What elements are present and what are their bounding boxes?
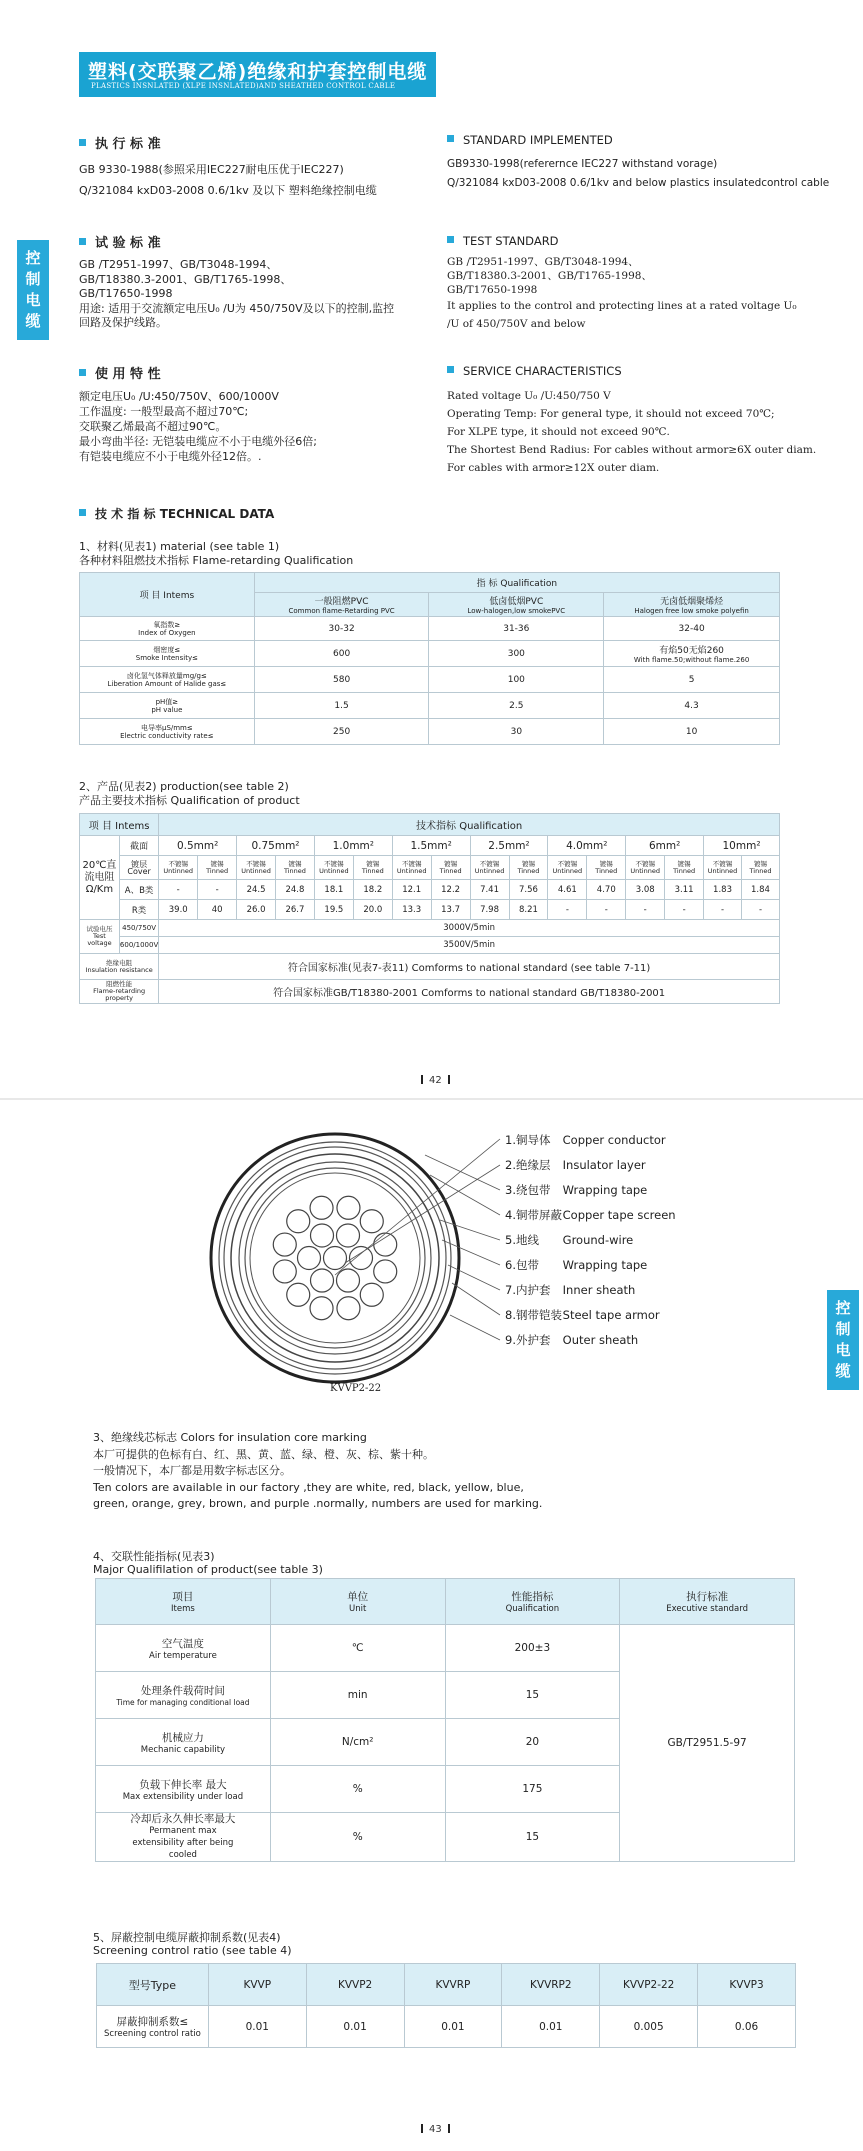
table-row: 卤化氢气体释放量mg/g≤ Liberation Amount of Halide gas≤ 580 100 5 [80,667,780,693]
table1-caption: 1、材料(见表1) material (see table 1) 各种材料阻燃技术指标 Flame-retarding Qualification [79,540,354,567]
service-heading-cn: 使 用 特 性 [79,363,161,382]
section-row: 20℃直 流电阻 Ω/Km 截面 0.5mm² 0.75mm² 1.0mm² 1.5mm² 2.5mm² 4.0mm² 6mm² 10mm² [80,836,780,856]
table-row: 负载下伸长率 最大 Max extensibility under load % 175 [96,1766,795,1813]
service-text-cn: 额定电压U₀ /U:450/750V、600/1000V 工作温度: 一般型最高不超过70℃; 交联聚乙烯最高不超过90℃。 最小弯曲半径: 无铠装电缆应不小于电缆外径6倍; 有铠装电缆应不小于电缆外径12倍。. [79,390,317,463]
test-text-en: GB /T2951-1997、GB/T3048-1994、 GB/T18380.3-2001、GB/T1765-1998、 GB/T17650-1998 It applies to the control and protecting lines at a rated voltage U₀ /U of 450/750V and below [447,256,797,330]
flame-retarding-table [79,572,780,745]
table-row: 绝缘电阻 Insulation resistance 符合国家标准(见表7-表11) Comforms to national standard (see table 7-11) [80,954,780,980]
legend-item: 6.包带 Wrapping tape [505,1258,648,1272]
test-text-cn: GB /T2951-1997、GB/T3048-1994、 GB/T18380.3-2001、GB/T1765-1998、 GB/T17650-1998 用途: 适用于交流额定电压U₀ /U为 450/750V及以下的控制,监控 回路及保护线路。 [79,258,395,329]
table2-caption: 2、产品(见表2) production(see table 2) 产品主要技术指标 Qualification of product [79,780,300,807]
legend-item: 9.外护套 Outer sheath [505,1333,639,1347]
technical-heading: 技 术 指 标 TECHNICAL DATA [79,505,274,522]
page-title: 塑料(交联聚乙烯)绝缘和护套控制电缆 [88,61,428,83]
product-table [79,813,780,1004]
legend-item: 4.铜带屏蔽 Copper tape screen [505,1208,676,1222]
service-text-en: Rated voltage U₀ /U:450/750 V Operating Temp: For general type, it should not exceed 70℃; For XLPE type, it should not exceed 90℃. The Shortest Bend Radius: For cables without armor≥6X outer diam. For cables with armor≥12X outer diam. [447,390,817,474]
table1-qual-header: 指 标 Qualification [254,573,779,593]
conductor-core [273,1260,296,1283]
page-divider [0,1098,863,1100]
type-header: 型号Type [97,1964,209,2006]
standards-text-en: GB9330-1998(referernce IEC227 withstand vorage) Q/321084 kxD03-2008 0.6/1kv and below plastics insulatedcontrol cable [447,158,830,189]
table-row: 处理条件载荷时间 Time for managing conditional load min 15 [96,1672,795,1719]
table-row: 试验电压 Test voltage 450/750V 3000V/5min [80,920,780,937]
test-heading-cn: 试 验 标 准 [79,232,161,251]
side-tab: 控 制 电 缆 [17,240,49,340]
table1-item-header: 项 目 Intems [80,573,255,617]
xlpe-qualification-table: 项目 Items 单位 Unit 性能指标 Qualification 执行标准 Executive standard 空气温度 Air temperature ℃ 200±3 GB/T2951.5-97 处理条件载荷时间 Time for managing conditional load min 15 机械应力 Mechanic capability N/cm² 20 负载下伸长率 最大 Max extensibility under load % 175 冷却后永久伸长率最大 Permanent max extensibility after being cooled % 15 [95,1578,795,1862]
table4-caption: 5、屏蔽控制电缆屏蔽抑制系数(见表4) Screening control ratio (see table 4) [93,1931,292,1957]
resistance-label: 20℃直 流电阻 Ω/Km [80,836,120,920]
legend-leaders [330,1125,510,1365]
table-row: 氧指数≥ Index of Oxygen 30-32 31-36 32-40 [80,617,780,641]
standards-text-cn: GB 9330-1988(参照采用IEC227耐电压优于IEC227) Q/321084 kxD03-2008 0.6/1kv 及以下 塑料绝缘控制电缆 [79,163,377,197]
table1-col-header: 一般阻燃PVC Common flame-Retarding PVC [254,593,429,617]
conductor-core [287,1210,310,1233]
table-row: 冷却后永久伸长率最大 Permanent max extensibility after being cooled % 15 [96,1813,795,1862]
table-row: 电导率μS/mm≤ Electric conductivity rate≤ 250 30 10 [80,719,780,745]
legend-item: 5.地线 Ground-wire [505,1233,634,1247]
table-row: R类 39.0 40 26.0 26.7 19.5 20.0 13.3 13.7 7.98 8.21 - - - - - - [80,900,780,920]
test-heading-en: TEST STANDARD [447,234,559,248]
side-tab: 控 制 电 缆 [827,1290,859,1390]
table1-col-header: 无卤低烟聚烯烃 Halogen free low smoke polyefin [604,593,780,617]
title-banner [79,52,436,97]
table-row: 600/1000V 3500V/5min [80,937,780,954]
legend-item: 8.钢带铠装 Steel tape armor [505,1308,660,1322]
legend-item: 7.内护套 Inner sheath [505,1283,636,1297]
conductor-core [273,1233,296,1256]
standards-heading-en: STANDARD IMPLEMENTED [447,133,613,147]
table-row: 烟密度≤ Smoke Intensity≤ 600 300 有焰50无焰260 With flame.50;without flame.260 [80,641,780,667]
table-row: pH值≥ pH value 1.5 2.5 4.3 [80,693,780,719]
table3-caption: 4、交联性能指标(见表3) Major Qualifilation of product(see table 3) [93,1550,323,1576]
cover-row: 镀层 Cover 不镀锡 Untinned 镀锡 Tinned 不镀锡 Untinned 镀锡 Tinned 不镀锡 Untinned 镀锡 Tinned 不镀锡 Untinned 镀锡 Tinned 不镀锡 Untinned 镀锡 Tinned 不镀锡 Untinned 镀锡 Tinned 不镀锡 Untinned 镀锡 Tinned 不镀锡 Untinned 镀锡 Tinned [80,856,780,880]
page-number: 43 [415,2124,456,2135]
table2-qual-header: 技术指标 Qualification [159,814,780,836]
table2-item-header: 项 目 Intems [80,814,159,836]
table-row: 屏蔽抑制系数≤ Screening control ratio 0.01 0.01 0.01 0.01 0.005 0.06 [97,2006,796,2048]
colors-section: 3、绝缘线芯标志 Colors for insulation core marking 本厂可提供的色标有白、红、黑、黄、蓝、绿、橙、灰、棕、紫十种。 一般情况下，本厂都是用数字标志区分。 Ten colors are available in our factory ,they are white, red, black, yellow, blue, green, orange, grey, brown, and purple .normally, numbers are used for marking. [93,1431,543,1510]
standards-heading-cn: 执 行 标 准 [79,133,161,152]
page-subtitle: PLASTICS INSNLATED (XLPE INSNLATED)AND SHEATHED CONTROL CABLE [91,82,396,90]
table-row: 机械应力 Mechanic capability N/cm² 20 [96,1719,795,1766]
conductor-core [298,1247,321,1270]
table-row: A、B类 - - 24.5 24.8 18.1 18.2 12.1 12.2 7.41 7.56 4.61 4.70 3.08 3.11 1.83 1.84 [80,880,780,900]
legend-item: 3.绕包带 Wrapping tape [505,1183,648,1197]
diagram-caption: KVVP2-22 [330,1383,382,1394]
table1-col-header: 低卤低烟PVC Low-halogen,low smokePVC [429,593,604,617]
service-heading-en: SERVICE CHARACTERISTICS [447,364,622,378]
legend-item: 1.铜导体 Copper conductor [505,1133,666,1147]
screening-ratio-table: 型号Type KVVP KVVP2 KVVRP KVVRP2 KVVP2-22 KVVP3 屏蔽抑制系数≤ Screening control ratio 0.01 0.01 0.01 0.01 0.005 0.06 [96,1963,796,2048]
table-row: 空气温度 Air temperature ℃ 200±3 GB/T2951.5-97 [96,1625,795,1672]
table-row: 阻燃性能 Flame-retarding property 符合国家标准GB/T18380-2001 Comforms to national standard GB/T18380-2001 [80,980,780,1004]
legend-item: 2.绝缘层 Insulator layer [505,1158,646,1172]
conductor-core [287,1283,310,1306]
page-number: 42 [415,1075,456,1086]
